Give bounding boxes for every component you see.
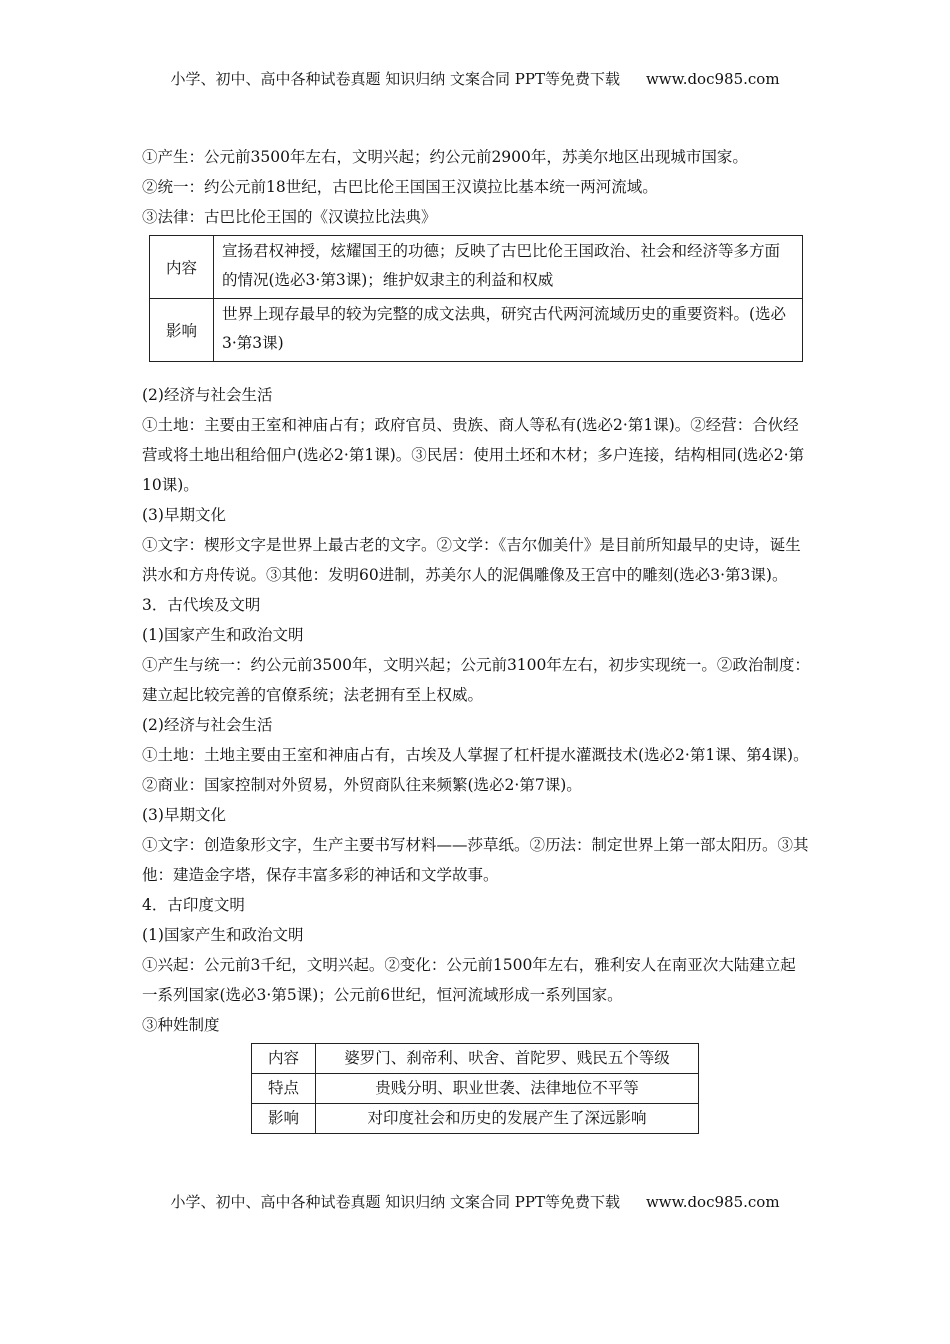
header-site: www.doc985.com	[645, 70, 780, 88]
table-value-cell: 宣扬君权神授，炫耀国王的功德；反映了古巴比伦王国政治、社会和经济等多方面的情况(选必3·第3课)；维护奴隶主的利益和权威	[214, 236, 803, 299]
section-heading: (1)国家产生和政治文明	[142, 626, 304, 644]
hammurabi-code-table	[149, 235, 803, 362]
table-key-cell: 内容	[252, 1044, 316, 1074]
caste-system-table	[251, 1043, 699, 1134]
paragraph: ①兴起：公元前3千纪，文明兴起。②变化：公元前1500年左右，雅利安人在南亚次大陆建立起一系列国家(选必3·第5课)；公元前6世纪，恒河流域形成一系列国家。	[142, 956, 796, 1004]
table-row	[252, 1044, 699, 1074]
section-heading: (3)早期文化	[142, 506, 226, 524]
section-heading: 3．古代埃及文明	[142, 596, 261, 614]
paragraph: ①土地：土地主要由王室和神庙占有，古埃及人掌握了杠杆提水灌溉技术(选必2·第1课、第4课)。②商业：国家控制对外贸易，外贸商队往来频繁(选必2·第7课)。	[142, 746, 809, 794]
table-value-cell: 世界上现存最早的较为完整的成文法典，研究古代两河流域历史的重要资料。(选必3·第3课)	[214, 299, 803, 362]
section-heading: 4．古印度文明	[142, 896, 245, 914]
paragraph: ①文字：创造象形文字，生产主要书写材料——莎草纸。②历法：制定世界上第一部太阳历。③其他：建造金字塔，保存丰富多彩的神话和文学故事。	[142, 836, 809, 884]
paragraph: ③法律：古巴比伦王国的《汉谟拉比法典》	[142, 208, 437, 226]
page-footer	[0, 1191, 950, 1212]
table-row	[252, 1104, 699, 1134]
section-heading: (2)经济与社会生活	[142, 716, 273, 734]
paragraph: ①文字：楔形文字是世界上最古老的文字。②文学：《吉尔伽美什》是目前所知最早的史诗，诞生洪水和方舟传说。③其他：发明60进制，苏美尔人的泥偶雕像及王宫中的雕刻(选必3·第3课)。	[142, 536, 801, 584]
table-key-cell: 内容	[150, 236, 214, 299]
table-row	[150, 299, 803, 362]
table-value-cell: 对印度社会和历史的发展产生了深远影响	[316, 1104, 699, 1134]
table-value-cell: 贵贱分明、职业世袭、法律地位不平等	[316, 1074, 699, 1104]
paragraph: ①产生：公元前3500年左右，文明兴起；约公元前2900年，苏美尔地区出现城市国家。	[142, 148, 748, 166]
paragraph: ①产生与统一：约公元前3500年，文明兴起；公元前3100年左右，初步实现统一。②政治制度：建立起比较完善的官僚系统；法老拥有至上权威。	[142, 656, 810, 704]
table-key-cell: 特点	[252, 1074, 316, 1104]
page-header	[0, 68, 950, 89]
section-heading: (3)早期文化	[142, 806, 226, 824]
paragraph: ①土地：主要由王室和神庙占有；政府官员、贵族、商人等私有(选必2·第1课)。②经营：合伙经营或将土地出租给佃户(选必2·第1课)。③民居：使用土坯和木材；多户连接，结构相同(选必2·第10课)。	[142, 416, 805, 494]
paragraph: ②统一：约公元前18世纪，古巴比伦王国国王汉谟拉比基本统一两河流域。	[142, 178, 658, 196]
table-key-cell: 影响	[252, 1104, 316, 1134]
table-row	[150, 236, 803, 299]
footer-text: 小学、初中、高中各种试卷真题 知识归纳 文案合同 PPT等免费下载	[170, 1193, 620, 1211]
table-row	[252, 1074, 699, 1104]
table-value-cell: 婆罗门、刹帝利、吠舍、首陀罗、贱民五个等级	[316, 1044, 699, 1074]
footer-site: www.doc985.com	[645, 1193, 780, 1211]
table-key-cell: 影响	[150, 299, 214, 362]
header-text: 小学、初中、高中各种试卷真题 知识归纳 文案合同 PPT等免费下载	[170, 70, 620, 88]
page-content	[142, 142, 810, 1134]
section-heading: (2)经济与社会生活	[142, 386, 273, 404]
paragraph: ③种姓制度	[142, 1016, 220, 1034]
section-heading: (1)国家产生和政治文明	[142, 926, 304, 944]
